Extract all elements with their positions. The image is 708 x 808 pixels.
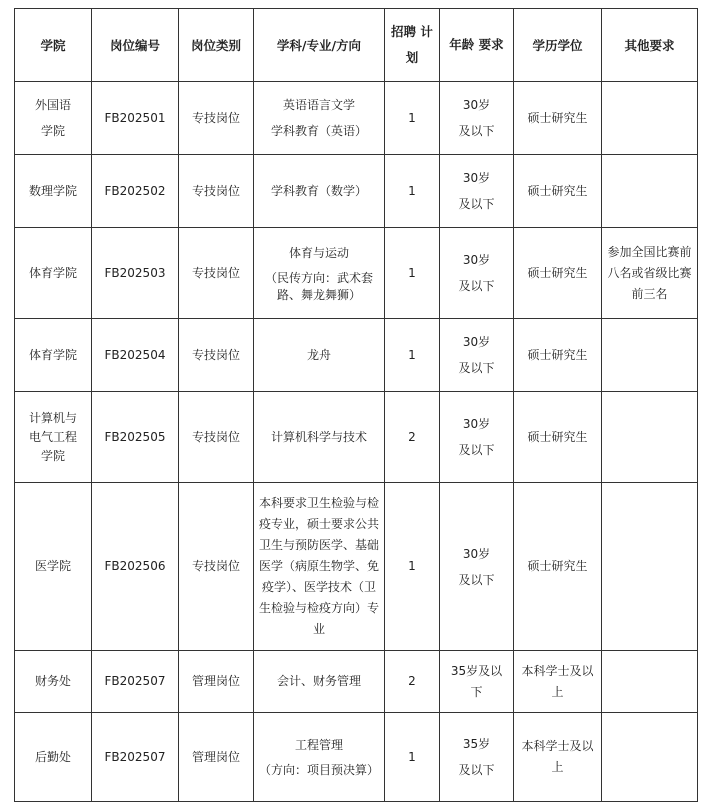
recruitment-table: [14, 8, 698, 802]
college-line: 外国语: [34, 98, 71, 112]
subject-line: 工程管理: [294, 738, 343, 752]
age-line: 30岁: [462, 546, 491, 561]
cell-type: 专技岗位: [179, 483, 254, 651]
header-other: 其他要求: [602, 9, 698, 82]
subject-line: （方向：项目预决算）: [259, 763, 380, 777]
age-line: 及以下: [458, 572, 495, 587]
table-row: [15, 713, 698, 802]
age-line: 及以下: [458, 124, 495, 138]
table-header-row: [15, 9, 698, 82]
cell-code: FB202507: [92, 713, 179, 802]
cell-age: [440, 228, 514, 319]
cell-age: [440, 713, 514, 802]
cell-type: 专技岗位: [179, 228, 254, 319]
cell-college: 体育学院: [15, 228, 92, 319]
cell-subject: 本科要求卫生检验与检疫专业，硕士要求公共卫生与预防医学、基础医学（病原生物学、免疫学）、医学技术（卫生检验与检疫方向）专业: [254, 483, 385, 651]
cell-age: [440, 319, 514, 392]
cell-college: [15, 82, 92, 155]
subject-line: 英语语言文学: [282, 98, 355, 112]
cell-subject: 计算机科学与技术: [254, 392, 385, 483]
cell-plan: 1: [385, 319, 440, 392]
age-line: 及以下: [458, 443, 495, 457]
cell-other: [602, 713, 698, 802]
table-row: [15, 483, 698, 651]
cell-college: 财务处: [15, 651, 92, 713]
table-row: [15, 319, 698, 392]
cell-other: [602, 82, 698, 155]
cell-other: [602, 319, 698, 392]
cell-other: [602, 392, 698, 483]
header-degree: 学历学位: [514, 9, 602, 82]
cell-degree: 本科学士及以上: [514, 651, 602, 713]
subject-line: 学科教育（英语）: [270, 124, 367, 138]
age-line: 及以下: [458, 197, 495, 211]
cell-type: 管理岗位: [179, 651, 254, 713]
header-post-code: 岗位编号: [92, 9, 179, 82]
cell-other: [602, 483, 698, 651]
college-line: 计算机与: [28, 410, 77, 425]
age-line: 30岁: [462, 253, 491, 267]
cell-other: [602, 651, 698, 713]
cell-age: [440, 392, 514, 483]
table-row: [15, 392, 698, 483]
subject-line: （民传方向：武术套路、舞龙舞狮）: [264, 270, 373, 302]
cell-type: 专技岗位: [179, 82, 254, 155]
header-age-line2: 要求: [478, 37, 504, 52]
college-line: 电气工程: [28, 429, 77, 444]
cell-subject: 学科教育（数学）: [254, 155, 385, 228]
cell-subject: 会计、财务管理: [254, 651, 385, 713]
header-age-line1: 年龄: [449, 37, 475, 52]
cell-type: 管理岗位: [179, 713, 254, 802]
cell-college: 数理学院: [15, 155, 92, 228]
table-row: [15, 82, 698, 155]
cell-other: [602, 155, 698, 228]
cell-code: FB202507: [92, 651, 179, 713]
cell-subject: 龙舟: [254, 319, 385, 392]
cell-plan: 1: [385, 483, 440, 651]
college-line: 学院: [40, 124, 65, 138]
cell-plan: 2: [385, 651, 440, 713]
age-line: 及以下: [458, 361, 495, 375]
cell-subject: [254, 82, 385, 155]
cell-other: 参加全国比赛前八名或省级比赛前三名: [602, 228, 698, 319]
age-line: 及以下: [458, 763, 495, 777]
table-row: [15, 651, 698, 713]
age-line: 30岁: [462, 335, 491, 349]
cell-college: 医学院: [15, 483, 92, 651]
age-line: 30岁: [462, 98, 491, 112]
header-subject: 学科/专业/方向: [254, 9, 385, 82]
header-college: 学院: [15, 9, 92, 82]
cell-degree: 硕士研究生: [514, 483, 602, 651]
age-line: 30岁: [462, 417, 491, 431]
age-line: 35岁: [462, 737, 491, 751]
cell-age: 35岁及以下: [440, 651, 514, 713]
cell-plan: 1: [385, 228, 440, 319]
cell-age: [440, 82, 514, 155]
cell-code: FB202505: [92, 392, 179, 483]
cell-plan: 1: [385, 713, 440, 802]
cell-plan: 1: [385, 82, 440, 155]
cell-plan: 2: [385, 392, 440, 483]
cell-age: [440, 483, 514, 651]
age-line: 及以下: [458, 279, 495, 293]
header-plan: [385, 9, 440, 82]
cell-degree: 硕士研究生: [514, 228, 602, 319]
cell-degree: 本科学士及以上: [514, 713, 602, 802]
cell-age: [440, 155, 514, 228]
header-post-type: 岗位类别: [179, 9, 254, 82]
header-plan-line1: 招聘: [391, 24, 417, 39]
cell-type: 专技岗位: [179, 155, 254, 228]
table-row: [15, 228, 698, 319]
cell-subject: [254, 228, 385, 319]
age-line: 30岁: [462, 171, 491, 185]
college-line: 学院: [40, 448, 65, 463]
cell-code: FB202506: [92, 483, 179, 651]
cell-code: FB202502: [92, 155, 179, 228]
cell-code: FB202504: [92, 319, 179, 392]
table-row: [15, 155, 698, 228]
header-plan-line2: 计划: [405, 24, 433, 65]
cell-subject: [254, 713, 385, 802]
subject-line: 体育与运动: [288, 245, 349, 260]
cell-college: 体育学院: [15, 319, 92, 392]
cell-college: 后勤处: [15, 713, 92, 802]
cell-college: [15, 392, 92, 483]
cell-degree: 硕士研究生: [514, 392, 602, 483]
cell-degree: 硕士研究生: [514, 155, 602, 228]
cell-degree: 硕士研究生: [514, 82, 602, 155]
cell-plan: 1: [385, 155, 440, 228]
cell-type: 专技岗位: [179, 392, 254, 483]
cell-type: 专技岗位: [179, 319, 254, 392]
cell-code: FB202503: [92, 228, 179, 319]
cell-code: FB202501: [92, 82, 179, 155]
header-age: [440, 9, 514, 82]
cell-degree: 硕士研究生: [514, 319, 602, 392]
